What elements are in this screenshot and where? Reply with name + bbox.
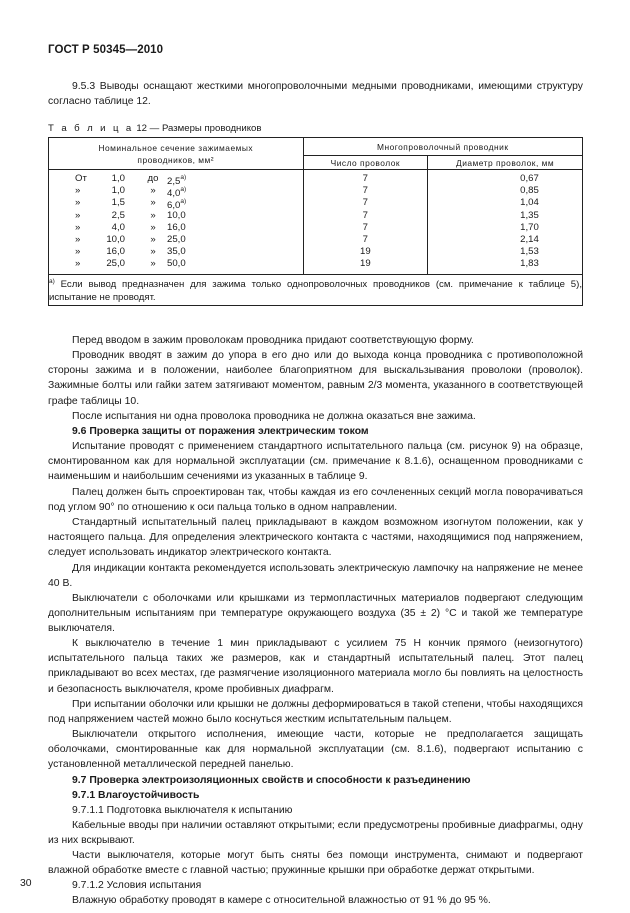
size-to-word: до	[147, 173, 159, 184]
heading-9-7: 9.7 Проверка электроизоляционных свойств и способности к разъединению	[72, 775, 471, 786]
size-cell	[49, 210, 303, 222]
size-from: 10,0	[106, 233, 125, 245]
header-cross-section	[49, 138, 304, 170]
size-to: 50,0	[167, 258, 186, 270]
size-from: 16,0	[106, 246, 125, 258]
diameter-column	[428, 170, 583, 275]
size-to-word: »	[150, 221, 156, 233]
humidity-text: Влажную обработку проводят в камере с относительной влажностью от 91 % до 95 %.	[72, 895, 491, 906]
size-cell	[49, 185, 303, 200]
paragraph-finger-apply: Стандартный испытательный палец прикладывают в каждом возможном изогнутом положении, как у настоящего пальца. Для определения электрического контакта с частями, находящимися под напряжением, следует использовать индикатор электрического контакта.	[48, 517, 583, 559]
size-from: 4,0	[111, 221, 125, 233]
paragraph-finger-design: Палец должен быть спроектирован так, чтобы каждая из его сочлененных секций могла поворачиваться под углом 90° по отношению к оси пальца только в одном направлении.	[48, 487, 583, 514]
size-to: 16,0	[167, 221, 186, 233]
size-prefix: »	[75, 246, 81, 258]
size-prefix: »	[75, 197, 81, 209]
conditions-heading-text: 9.7.1.2 Условия испытания	[72, 880, 202, 891]
size-prefix: »	[75, 233, 81, 245]
table-caption	[48, 123, 261, 134]
size-from: 1,5	[111, 197, 125, 209]
paragraph-lamp: Для индикации контакта рекомендуется использовать электрическую лампочку на напряжение не менее 40 В.	[48, 563, 583, 590]
count-column	[303, 170, 428, 275]
size-prefix: »	[75, 258, 81, 270]
size-cell	[49, 197, 303, 212]
size-prefix: От	[75, 173, 87, 184]
paragraph-wire-form: Перед вводом в зажим проволокам проводника придают соответствующую форму.	[72, 335, 474, 346]
size-cell	[49, 246, 303, 258]
footnote-ref: а)	[180, 174, 187, 181]
wire-count-cell: 7	[362, 197, 368, 209]
standard-header: ГОСТ Р 50345—2010	[48, 44, 164, 56]
heading-9-7-1: 9.7.1 Влагоустойчивость	[72, 790, 200, 801]
wire-count-cell: 7	[362, 209, 368, 221]
removable-parts-text: Части выключателя, которые могут быть сняты без помощи инструмента, снимают и подвергают влажной обработке вместе с главной частью; пружинные крышки при обработке держат открытыми.	[48, 850, 583, 877]
table-caption-word: Т а б л и ц а	[48, 123, 134, 134]
paragraph-cable-entries: Кабельные вводы при наличии оставляют открытыми; если предусмотрены пробивные диафрагмы, одну из них вскрывают.	[48, 820, 583, 847]
paragraph-removable-parts	[48, 848, 583, 878]
size-to: 10,0	[167, 209, 186, 221]
paragraph-open-type: Выключатели открытого исполнения, имеющие части, которые не предполагается защищать оболочками, смонтированные как для нормальной эксплуатации (см. 8.1.6), подвергают испытанию с установленной металлической передней панелью.	[48, 729, 583, 771]
size-to-word: »	[150, 258, 156, 270]
conductor-sizes-table	[48, 137, 583, 306]
size-to: $6,0^{а)}$	[167, 198, 187, 212]
size-cell	[49, 258, 303, 270]
footnote-mark: а)	[49, 277, 55, 285]
size-cell	[49, 173, 303, 188]
heading-9-6: 9.6 Проверка защиты от поражения электрическим током	[72, 426, 369, 437]
footnote-text: Если вывод предназначен для зажима только однопроволочных проводников (см. примечание к таблице 5), испытание не проводят.	[49, 278, 582, 304]
size-to-word: »	[150, 233, 156, 245]
paragraph-force: К выключателю в течение 1 мин прикладывают с усилием 75 Н кончик прямого (неизогнутого) испытательного пальца таких же размеров, как и стандартный испытательный палец. Этот палец прикладывают во всех местах, где размягчение изоляционного материала могло бы повлиять на целостность и безопасность выключателя, кроме пробивных диафрагм.	[48, 638, 583, 695]
wire-count-cell: 7	[362, 185, 368, 197]
paragraph-after-test: После испытания ни одна проволока проводника не должна оказаться вне зажима.	[72, 411, 476, 422]
size-to: 35,0	[167, 246, 186, 258]
wire-diameter-cell: 0,85	[520, 185, 539, 197]
header-wire-count: Число проволок	[303, 156, 428, 170]
footnote-ref: а)	[180, 186, 187, 194]
footnote-ref: а)	[180, 198, 187, 206]
size-prefix: »	[75, 209, 81, 221]
paragraph-9-7-1-2	[48, 878, 583, 893]
wire-diameter-cell: 1,04	[520, 197, 539, 209]
wire-diameter-cell: 1,53	[520, 246, 539, 258]
paragraph-9-7-1-1: 9.7.1.1 Подготовка выключателя к испытанию	[72, 805, 293, 816]
wire-count-cell: 7	[362, 221, 368, 233]
size-cell	[49, 222, 303, 234]
paragraph-test-finger: Испытание проводят с применением стандартного испытательного пальца (см. рисунок 9) на образце, смонтированном как для нормальной эксплуатации (см. примечание к 8.1.6), оснащенном проводниками с наименьшим и наибольшим сечениями из указанных в таблице 9.	[48, 441, 583, 483]
wire-diameter-cell: 0,67	[520, 173, 539, 184]
header-stranded-conductor: Многопроволочный проводник	[303, 138, 582, 156]
size-to: $2,5^{а)}$	[167, 174, 187, 188]
size-prefix: »	[75, 185, 81, 197]
size-to-word: »	[150, 185, 156, 197]
wire-count-cell: 19	[360, 246, 371, 258]
table-footnote	[49, 274, 583, 305]
size-from: 1,0	[111, 185, 125, 197]
table-caption-text: 12 — Размеры проводников	[136, 123, 262, 134]
paragraph-insertion: Проводник вводят в зажим до упора в его дно или до выхода конца проводника с противоположной стороны зажима и в положении, наиболее благоприятном для выскальзывания проволоки (проволок). Зажимные болты или гайки затем затягивают моментом, равным 2/3 момента, указанного в соответствующей графе таблицы 10.	[48, 350, 583, 407]
size-cell	[49, 234, 303, 246]
wire-diameter-cell: 1,35	[520, 209, 539, 221]
paragraph-9-5-3: 9.5.3 Выводы оснащают жесткими многопроволочными медными проводниками, имеющими структуру согласно таблице 12.	[48, 81, 583, 108]
page-number-label: 30	[20, 878, 32, 889]
size-to-word: »	[150, 197, 156, 209]
header-wire-diameter: Диаметр проволок, мм	[428, 156, 583, 170]
sizes-column	[49, 170, 304, 275]
wire-diameter-cell: 1,83	[520, 258, 539, 270]
header-cross-section-label: Номинальное сечение зажимаемых проводников, мм²	[98, 142, 254, 165]
size-prefix: »	[75, 221, 81, 233]
wire-count-cell: 19	[360, 258, 371, 270]
size-to: $4,0^{а)}$	[167, 186, 187, 200]
size-from: 25,0	[106, 258, 125, 270]
wire-diameter-cell: 2,14	[520, 233, 539, 245]
wire-diameter-cell: 1,70	[520, 221, 539, 233]
paragraph-humidity	[48, 893, 583, 908]
paragraph-deformation: При испытании оболочки или крышки не должны деформироваться в такой степени, чтобы находящихся под напряжением частей можно было коснуться жестким испытательным пальцем.	[48, 699, 583, 726]
size-to: 25,0	[167, 233, 186, 245]
wire-count-cell: 7	[362, 173, 368, 184]
size-from: 2,5	[111, 209, 125, 221]
size-from: 1,0	[111, 173, 125, 184]
wire-count-cell: 7	[362, 233, 368, 245]
size-to-word: »	[150, 209, 156, 221]
size-to-word: »	[150, 246, 156, 258]
paragraph-thermoplastic: Выключатели с оболочками или крышками из термопластичных материалов подвергают следующим дополнительным испытаниям при температуре окружающего воздуха (35 ± 2) °С и такой же температуре выключателя.	[48, 593, 583, 635]
